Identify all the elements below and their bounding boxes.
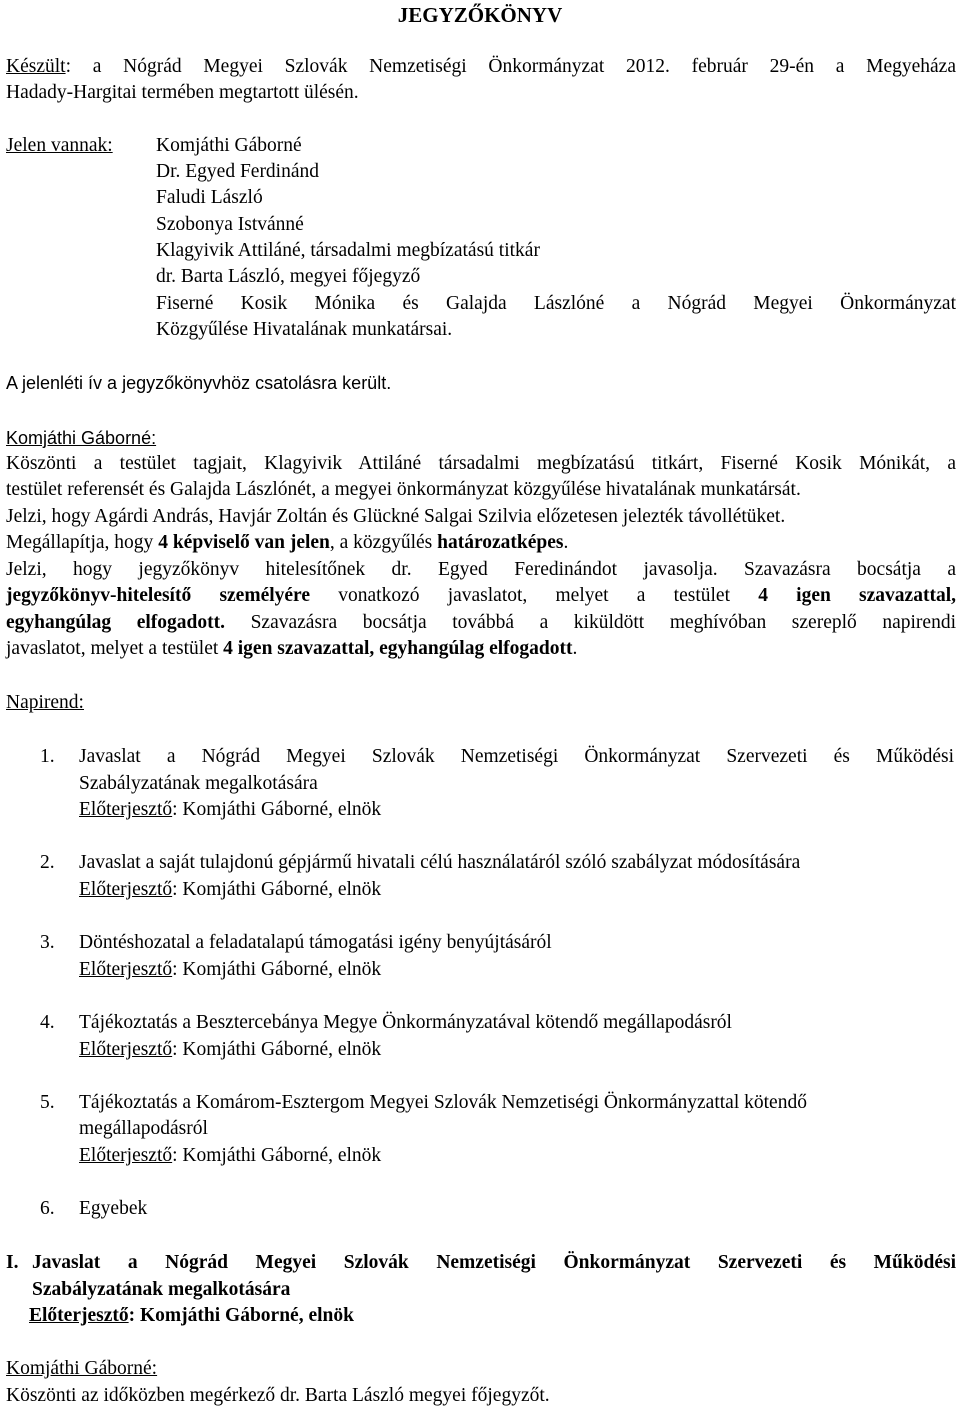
- agenda-item-5-presenter: Előterjesztő: Komjáthi Gáborné, elnök: [79, 1145, 382, 1166]
- agenda-item-2-line-1: Javaslat a saját tulajdonú gépjármű hivatali célú használatáról szóló szabályzat módosítására: [79, 852, 801, 873]
- agenda-item-6-number: 6.: [40, 1198, 55, 1219]
- agenda-item-2-number: 2.: [40, 852, 55, 873]
- speech1-line-4: Megállapítja, hogy 4 képviselő van jelen, a közgyűlés határozatképes.: [6, 532, 569, 553]
- agenda-item-5-line-2: megállapodásról: [79, 1118, 208, 1139]
- agenda-item-5-line-1: Tájékoztatás a Komárom-Esztergom Megyei Szlovák Nemzetiségi Önkormányzattal kötendő: [79, 1092, 807, 1113]
- section-1-number: I.: [6, 1252, 19, 1273]
- present-name-3: Faludi László: [156, 187, 263, 208]
- agenda-item-4-line-1: Tájékoztatás a Besztercebánya Megye Önkormányzatával kötendő megállapodásról: [79, 1012, 732, 1033]
- agenda-item-1-presenter: Előterjesztő: Komjáthi Gáborné, elnök: [79, 799, 382, 820]
- agenda-item-4-presenter: Előterjesztő: Komjáthi Gáborné, elnök: [79, 1039, 382, 1060]
- speech1-line-2: testület referensét és Galajda Lászlónét, a megyei önkormányzat közgyűlése hivatalának munkatársát.: [6, 479, 801, 500]
- agenda-label: Napirend:: [6, 692, 84, 713]
- speaker-label-2: Komjáthi Gáborné:: [6, 1358, 158, 1379]
- agenda-item-4-number: 4.: [40, 1012, 55, 1033]
- attendance-note: A jelenléti ív a jegyzőkönyvhöz csatolásra került.: [6, 373, 392, 393]
- speech1-line-5: Jelzi, hogy jegyzőkönyv hitelesítőnek dr. Egyed Feredinándot javasolja. Szavazásra bocsátja a: [6, 559, 956, 580]
- speech1-line-1: Köszönti a testület tagjait, Klagyivik Attiláné társadalmi megbízatású titkárt, Fiserné Kosik Mónikát, a: [6, 453, 956, 474]
- agenda-item-3-presenter: Előterjesztő: Komjáthi Gáborné, elnök: [79, 959, 382, 980]
- intro-line-1: Készült: a Nógrád Megyei Szlovák Nemzetiségi Önkormányzat 2012. február 29-én a Megyeháza: [6, 56, 956, 77]
- present-label: Jelen vannak:: [6, 135, 113, 156]
- present-name-5: Klagyivik Attiláné, társadalmi megbízatású titkár: [156, 240, 540, 261]
- agenda-item-3-number: 3.: [40, 932, 55, 953]
- present-name-2: Dr. Egyed Ferdinánd: [156, 161, 320, 182]
- section-1-heading-line-1: Javaslat a Nógrád Megyei Szlovák Nemzetiségi Önkormányzat Szervezeti és Működési: [32, 1252, 956, 1273]
- present-name-6: dr. Barta László, megyei főjegyző: [156, 266, 421, 287]
- agenda-item-2-presenter: Előterjesztő: Komjáthi Gáborné, elnök: [79, 879, 382, 900]
- present-name-1: Komjáthi Gáborné: [156, 135, 302, 156]
- present-name-8: Közgyűlése Hivatalának munkatársai.: [156, 319, 453, 340]
- agenda-item-5-number: 5.: [40, 1092, 55, 1113]
- agenda-item-6-line-1: Egyebek: [79, 1198, 148, 1219]
- page-title: JEGYZŐKÖNYV: [397, 3, 563, 27]
- speaker-label-1: Komjáthi Gáborné:: [6, 428, 157, 448]
- present-name-7: Fiserné Kosik Mónika és Galajda Lászlóné a Nógrád Megyei Önkormányzat: [156, 293, 956, 314]
- speech1-line-3: Jelzi, hogy Agárdi András, Havjár Zoltán és Glückné Salgai Szilvia előzetesen jelezték távollétüket.: [6, 506, 786, 527]
- speech2-text: Köszönti az időközben megérkező dr. Barta László megyei főjegyzőt.: [6, 1385, 550, 1406]
- intro-line-2: Hadady-Hargitai termében megtartott ülésén.: [6, 82, 359, 103]
- speech1-line-7: egyhangúlag elfogadott. Szavazásra bocsátja továbbá a kiküldött meghívóban szereplő napirendi: [6, 612, 956, 633]
- agenda-item-1-number: 1.: [40, 746, 55, 767]
- section-1-heading-line-2: Szabályzatának megalkotására: [32, 1279, 291, 1300]
- speech1-line-6: jegyzőkönyv-hitelesítő személyére vonatkozó javaslatot, melyet a testület 4 igen szavazattal,: [6, 585, 956, 606]
- speech1-line-8: javaslatot, melyet a testület 4 igen szavazattal, egyhangúlag elfogadott.: [6, 638, 578, 659]
- present-name-4: Szobonya Istvánné: [156, 214, 304, 235]
- section-1-presenter: Előterjesztő: Komjáthi Gáborné, elnök: [29, 1305, 354, 1326]
- agenda-item-1-line-1: Javaslat a Nógrád Megyei Szlovák Nemzetiségi Önkormányzat Szervezeti és Működési: [79, 746, 954, 767]
- intro-label: Készült: [6, 56, 66, 77]
- agenda-item-3-line-1: Döntéshozatal a feladatalapú támogatási igény benyújtásáról: [79, 932, 552, 953]
- agenda-item-1-line-2: Szabályzatának megalkotására: [79, 773, 318, 794]
